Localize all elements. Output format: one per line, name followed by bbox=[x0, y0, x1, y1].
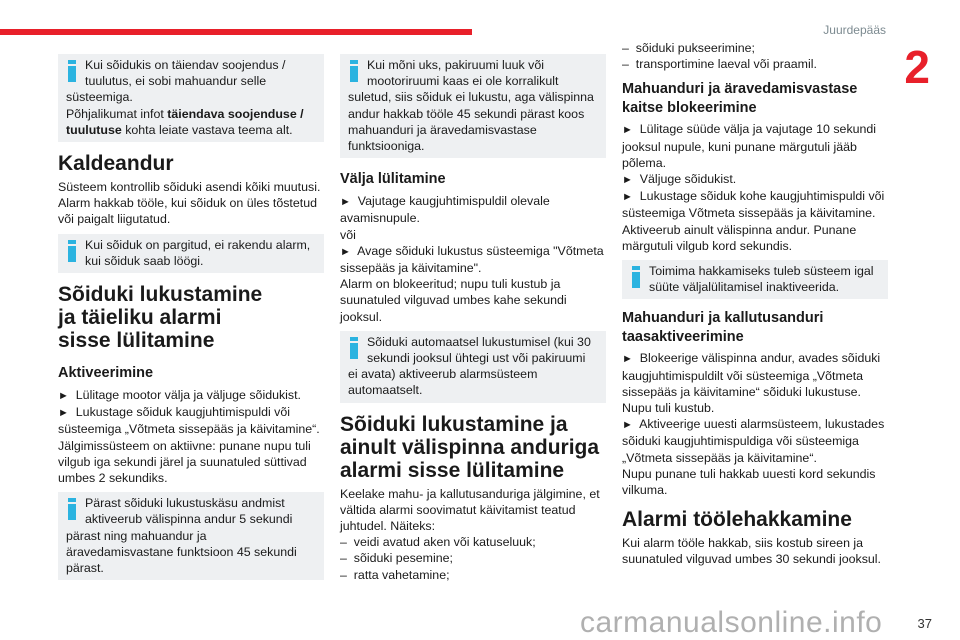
arrow-icon: ► bbox=[622, 124, 633, 137]
column-1 bbox=[58, 54, 324, 590]
step: ► Lülitage mootor välja ja väljuge sõidukist. bbox=[58, 388, 302, 403]
info-text: Põhjalikumat infot täiendava soojenduse / tuulutuse kohta leiate vastava teema alt. bbox=[66, 106, 304, 137]
paragraph: Nupu punane tuli hakkab uuesti kord sekundis vilkuma. bbox=[622, 466, 876, 498]
info-icon bbox=[68, 240, 76, 262]
list-item: – veidi avatud aken või katuseluuk; bbox=[340, 535, 536, 550]
info-box bbox=[622, 260, 888, 299]
step: ► Vajutage kaugjuhtimispuldil olevale avamisnupule. bbox=[340, 194, 550, 226]
paragraph: Kui alarm tööle hakkab, siis kostub sireen ja suunatuled vilguvad umbes 30 sekundi jooksul. bbox=[622, 536, 881, 567]
info-text: Kui sõidukis on täiendav soojendus / tuulutus, ei sobi mahuandur selle süsteemiga. bbox=[66, 58, 286, 105]
info-box bbox=[340, 331, 606, 403]
info-icon bbox=[632, 266, 640, 288]
info-box bbox=[58, 492, 324, 580]
list-item: – transportimine laeval või praamil. bbox=[622, 57, 817, 72]
info-icon bbox=[350, 60, 358, 82]
step: ► Lülitage süüde välja ja vajutage 10 sekundi jooksul nupule, kuni punane märgutuli jääb põlema. bbox=[622, 122, 877, 170]
info-box bbox=[58, 54, 324, 142]
paragraph: Alarm on blokeeritud; nupu tuli kustub ja suunatuled vilguvad umbes kahe sekundi jooksul. bbox=[340, 277, 567, 324]
arrow-icon: ► bbox=[58, 407, 69, 420]
arrow-icon: ► bbox=[622, 419, 633, 432]
list-item: – sõiduki pesemine; bbox=[340, 551, 453, 566]
heading-kaldeandur: Kaldeandur bbox=[58, 152, 174, 176]
list-item: – sõiduki pukseerimine; bbox=[622, 41, 755, 55]
info-icon bbox=[68, 498, 76, 520]
heading-valispinna: Sõiduki lukustamine ja ainult välispinna anduriga alarmi sisse lülitamine bbox=[340, 412, 600, 482]
heading-lukustamine: Sõiduki lukustamine ja täieliku alarmi sisse lülitamine bbox=[58, 283, 263, 353]
info-text: Sõiduki automaatsel lukustumisel (kui 30 sekundi jooksul ühtegi ust või pakiruumi ei avata) aktiveerub alarmsüsteem automaatselt. bbox=[348, 334, 591, 398]
arrow-icon: ► bbox=[340, 196, 351, 209]
step: ► Avage sõiduki lukustus süsteemiga "Võtmeta sissepääs ja käivitamine". bbox=[340, 243, 604, 276]
arrow-icon: ► bbox=[340, 245, 351, 258]
section-title: Juurdepääs bbox=[823, 23, 886, 37]
arrow-icon: ► bbox=[622, 353, 633, 366]
info-box bbox=[58, 234, 324, 273]
info-text: Kui sõiduk on pargitud, ei rakendu alarm, kui sõiduk saab löögi. bbox=[85, 237, 311, 268]
arrow-icon: ► bbox=[622, 191, 633, 204]
info-text: Kui mõni uks, pakiruumi luuk või mootoriruumi kaas ei ole korralikult suletud, siis sõiduk ei lukustu, aga välispinna andur hakkab tööle 45 sekundi pärast koos mahuanduri ja äravedamisvastase funktsiooniga. bbox=[348, 58, 594, 154]
step: ► Lukustage sõiduk kaugjuhtimispuldi või süsteemiga „Võtmeta sissepääs ja käivitamine“. bbox=[58, 405, 320, 437]
info-icon bbox=[350, 337, 358, 359]
step: ► Lukustage sõiduk kohe kaugjuhtimispuldi või süsteemiga Võtmeta sissepääs ja käivitamine. bbox=[622, 189, 885, 221]
paragraph: Aktiveerub ainult välispinna andur. Punane märgutuli vilgub kord sekundis. bbox=[622, 222, 857, 253]
text: või bbox=[340, 227, 356, 242]
arrow-icon: ► bbox=[622, 174, 633, 187]
info-icon bbox=[68, 60, 76, 82]
heading-blokeerimine: Mahuanduri ja äravedamisvastase kaitse blokeerimine bbox=[622, 81, 858, 117]
paragraph: Jälgimissüsteem on aktiivne: punane nupu tuli vilgub iga sekundi järel ja suunatuled süttivad umbes 2 sekundiks. bbox=[58, 438, 311, 486]
watermark: carmanualsonline.info bbox=[580, 606, 883, 639]
list-item: – ratta vahetamine; bbox=[340, 567, 450, 582]
info-text: Toimima hakkamiseks tuleb süsteem igal süüte väljalülitamisel inaktiveerida. bbox=[649, 264, 874, 295]
info-text: Pärast sõiduki lukustuskäsu andmist aktiveerub välispinna andur 5 sekundi pärast ning mahuandur ja äravedamisvastane funktsioon 45 sekundi pärast. bbox=[66, 496, 297, 576]
chapter-number: 2 bbox=[904, 41, 930, 93]
column-2 bbox=[340, 54, 606, 583]
heading-toolehakkamine: Alarmi töölehakkamine bbox=[622, 508, 852, 532]
heading-taasaktiveerimine: Mahuanduri ja kallutusanduri taasaktiveerimine bbox=[622, 310, 824, 346]
paragraph: Süsteem kontrollib sõiduki asendi kõiki muutusi. Alarm hakkab tööle, kui sõiduk on üles tõstetud või paigalt liigutatud. bbox=[58, 180, 321, 227]
heading-aktiveerimine: Aktiveerimine bbox=[58, 365, 154, 382]
info-box bbox=[340, 54, 606, 158]
step: ► Väljuge sõidukist. bbox=[622, 172, 737, 187]
chapter-bar bbox=[0, 29, 472, 35]
column-3 bbox=[622, 40, 888, 574]
step: ► Aktiveerige uuesti alarmsüsteem, lukustades sõiduki kaugjuhtimispuldiga või süsteemiga „Võtmeta sissepääs ja käivitamine“. bbox=[622, 417, 885, 465]
text: Nupu tuli kustub. bbox=[622, 401, 715, 416]
heading-valja-lulitamine: Välja lülitamine bbox=[340, 171, 446, 188]
page-number: 37 bbox=[917, 616, 932, 631]
paragraph: Keelake mahu- ja kallutusanduriga jälgimine, et vältida alarmi soovimatut käivitamist teatud juhtudel. Näiteks: bbox=[340, 486, 600, 534]
step: ► Blokeerige välispinna andur, avades sõiduki kaugjuhtimispuldilt või süsteemiga „Võtmeta sissepääs ja käivitamine“ sõiduki lukustuse. bbox=[622, 351, 881, 399]
arrow-icon: ► bbox=[58, 390, 69, 403]
